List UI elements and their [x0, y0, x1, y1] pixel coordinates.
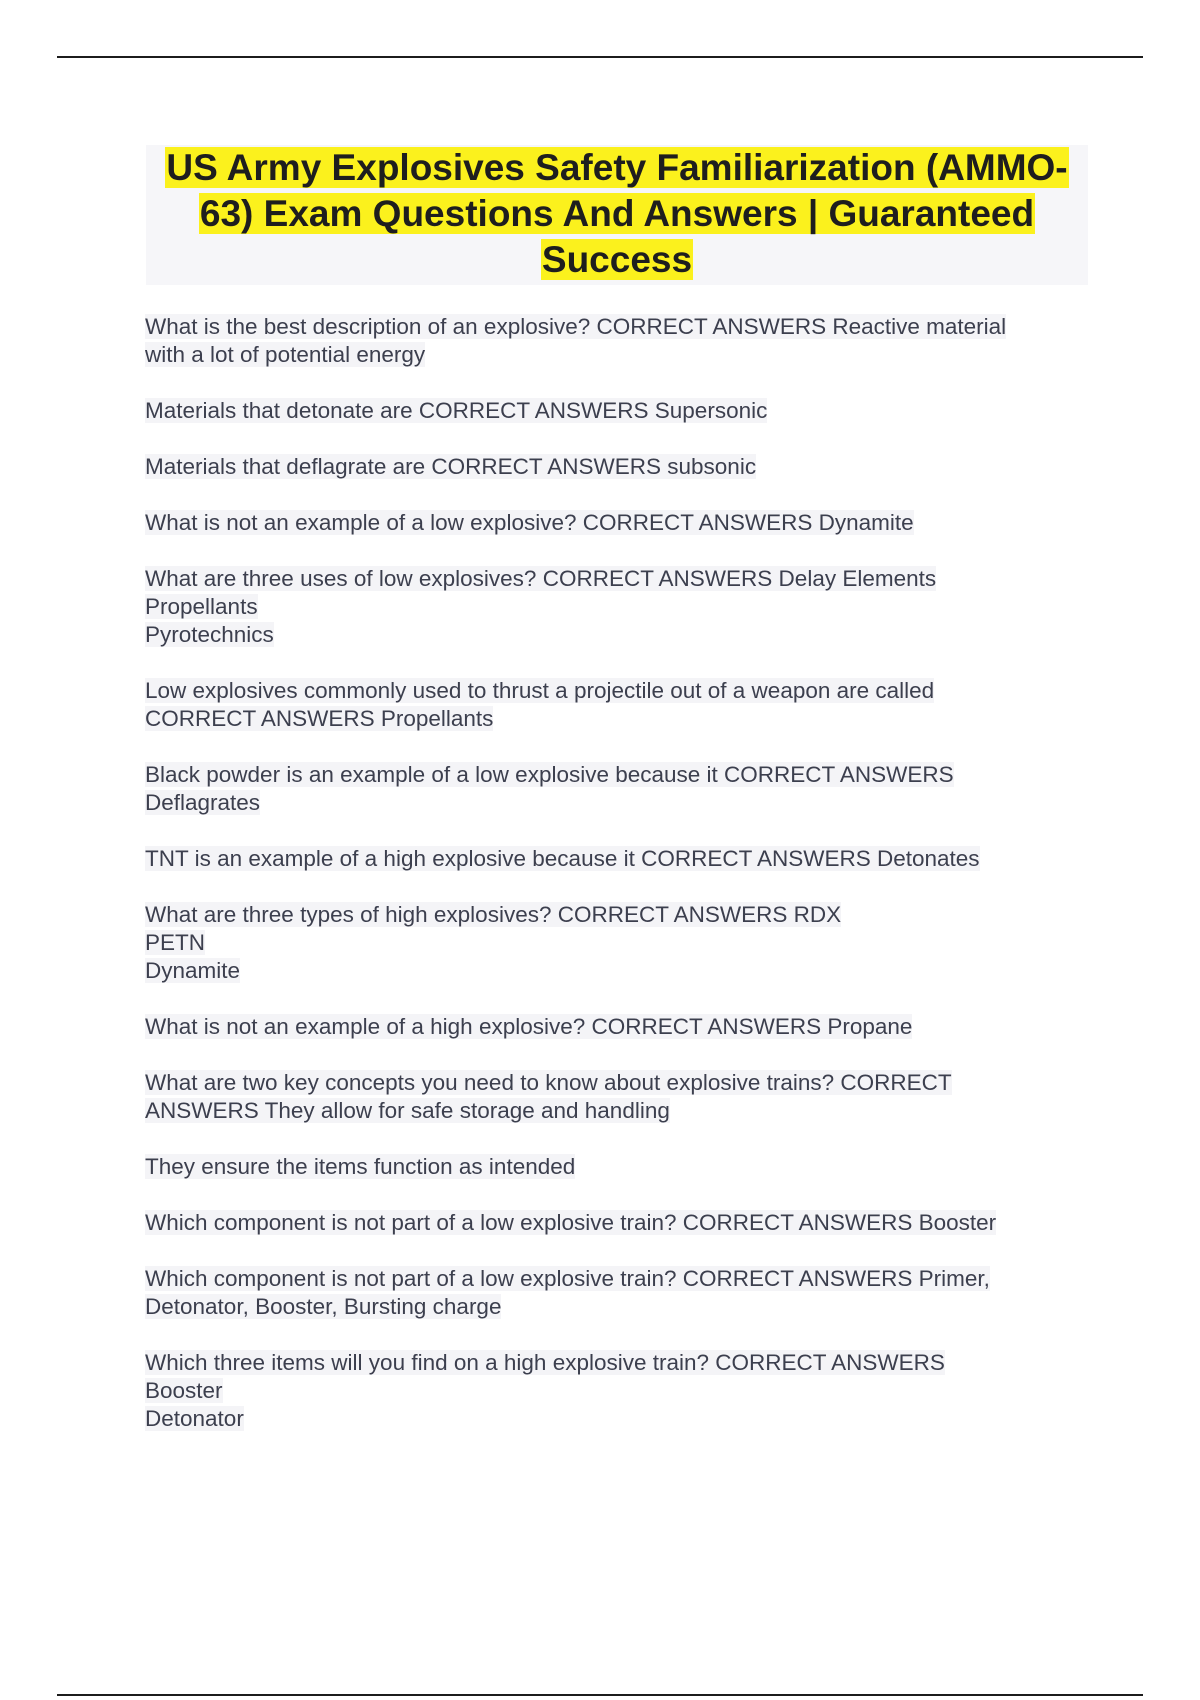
qa-line	[145, 1097, 1095, 1125]
qa-item	[145, 1153, 1095, 1181]
qa-item	[145, 509, 1095, 537]
qa-line	[145, 509, 1095, 537]
qa-line-text: Materials that deflagrate are CORRECT ANSWERS subsonic	[145, 454, 757, 479]
qa-line	[145, 313, 1095, 341]
qa-line-text: Propellants	[145, 594, 258, 619]
qa-line-text: with a lot of potential energy	[145, 342, 426, 367]
document-title-text: US Army Explosives Safety Familiarization (AMMO-63) Exam Questions And Answers | Guaranteed Success	[166, 147, 1068, 280]
qa-line-text: Which component is not part of a low explosive train? CORRECT ANSWERS Booster	[145, 1210, 997, 1235]
qa-line	[145, 621, 1095, 649]
qa-line-text: What are three types of high explosives? CORRECT ANSWERS RDX	[145, 902, 842, 927]
qa-line-text: What is not an example of a low explosive? CORRECT ANSWERS Dynamite	[145, 510, 914, 535]
qa-line-text: Black powder is an example of a low explosive because it CORRECT ANSWERS	[145, 762, 954, 787]
qa-list	[145, 313, 1095, 1461]
qa-line	[145, 957, 1095, 985]
qa-line-text: Low explosives commonly used to thrust a projectile out of a weapon are called	[145, 678, 935, 703]
qa-item	[145, 453, 1095, 481]
qa-item	[145, 1013, 1095, 1041]
qa-item	[145, 397, 1095, 425]
qa-line	[145, 1293, 1095, 1321]
qa-line	[145, 1265, 1095, 1293]
top-rule	[57, 56, 1143, 58]
qa-line-text: Pyrotechnics	[145, 622, 274, 647]
qa-line-text: Which three items will you find on a high explosive train? CORRECT ANSWERS	[145, 1350, 945, 1375]
qa-line-text: Booster	[145, 1378, 223, 1403]
qa-line-text: Deflagrates	[145, 790, 261, 815]
qa-line	[145, 929, 1095, 957]
qa-line	[145, 1377, 1095, 1405]
qa-line-text: What are three uses of low explosives? CORRECT ANSWERS Delay Elements	[145, 566, 937, 591]
qa-line-text: Materials that detonate are CORRECT ANSWERS Supersonic	[145, 398, 768, 423]
qa-line	[145, 593, 1095, 621]
qa-line	[145, 453, 1095, 481]
qa-item	[145, 845, 1095, 873]
qa-item	[145, 761, 1095, 817]
qa-line	[145, 1153, 1095, 1181]
qa-line	[145, 397, 1095, 425]
qa-item	[145, 1349, 1095, 1433]
qa-line	[145, 341, 1095, 369]
qa-line	[145, 705, 1095, 733]
qa-line	[145, 901, 1095, 929]
qa-item	[145, 1265, 1095, 1321]
qa-line-text: What is the best description of an explosive? CORRECT ANSWERS Reactive material	[145, 314, 1007, 339]
qa-line	[145, 1349, 1095, 1377]
qa-line-text: What is not an example of a high explosive? CORRECT ANSWERS Propane	[145, 1014, 913, 1039]
qa-line-text: Detonator	[145, 1406, 244, 1431]
qa-line-text: ANSWERS They allow for safe storage and handling	[145, 1098, 670, 1123]
qa-item	[145, 1069, 1095, 1125]
qa-line	[145, 1209, 1095, 1237]
document-title	[146, 145, 1088, 283]
qa-line	[145, 1013, 1095, 1041]
title-box	[146, 145, 1088, 285]
qa-line-text: Detonator, Booster, Bursting charge	[145, 1294, 502, 1319]
bottom-rule	[57, 1694, 1143, 1696]
qa-item	[145, 901, 1095, 985]
qa-line	[145, 789, 1095, 817]
qa-line-text: TNT is an example of a high explosive because it CORRECT ANSWERS Detonates	[145, 846, 980, 871]
qa-line-text: CORRECT ANSWERS Propellants	[145, 706, 494, 731]
qa-line-text: Which component is not part of a low explosive train? CORRECT ANSWERS Primer,	[145, 1266, 990, 1291]
qa-line-text: What are two key concepts you need to know about explosive trains? CORRECT	[145, 1070, 952, 1095]
qa-line	[145, 565, 1095, 593]
qa-line-text: Dynamite	[145, 958, 241, 983]
qa-line-text: They ensure the items function as intended	[145, 1154, 576, 1179]
qa-item	[145, 565, 1095, 649]
qa-line	[145, 1069, 1095, 1097]
qa-line	[145, 845, 1095, 873]
qa-line-text: PETN	[145, 930, 206, 955]
qa-line	[145, 761, 1095, 789]
qa-item	[145, 313, 1095, 369]
qa-line	[145, 677, 1095, 705]
qa-item	[145, 677, 1095, 733]
qa-line	[145, 1405, 1095, 1433]
qa-item	[145, 1209, 1095, 1237]
